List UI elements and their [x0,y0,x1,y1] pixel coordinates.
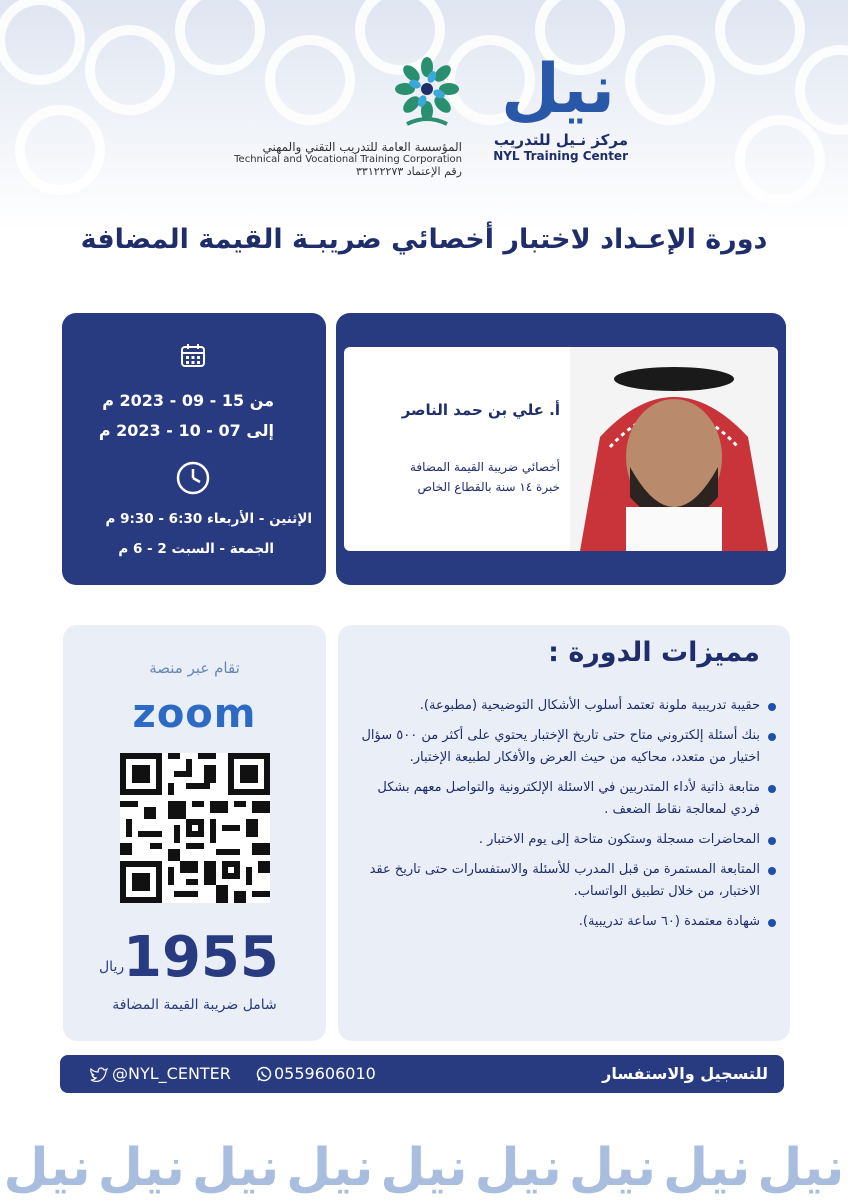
registration-label: للتسجيل والاستفسار [602,1064,768,1083]
tvtc-emblem-icon [392,54,462,134]
qr-code-icon[interactable] [120,753,270,903]
tvtc-accreditation: رقم الإعتماد ٣٣١٢٢٢٧٣ [356,165,462,178]
schedule-card [62,313,326,585]
phone-number[interactable]: 0559606010 [274,1064,376,1083]
instructor-photo [570,347,778,551]
logos-area [0,50,848,190]
nyl-name-en: NYL Training Center [493,149,628,163]
zoom-logo: zoom [132,691,257,737]
instructor-experience: خبرة ١٤ سنة بالقطاع الخاص [417,480,560,494]
price-note: شامل ضريبة القيمة المضافة [112,997,277,1013]
instructor-role: أخصائي ضريبة القيمة المضافة [409,460,560,474]
nyl-watermark: نيل [3,1138,91,1198]
features-list [356,695,776,941]
nyl-watermark: نيل [97,1138,185,1198]
price-currency: ريال [99,959,125,975]
nyl-watermark: نيل [663,1138,751,1198]
nyl-watermark: نيل [757,1138,845,1198]
instructor-description [410,457,560,497]
instructor-name: أ. علي بن حمد الناصر [401,401,560,419]
tvtc-name-ar: المؤسسة العامة للتدريب التقني والمهني [262,140,462,154]
instructor-panel [344,347,778,551]
instructor-card [336,313,786,585]
calendar-icon [180,343,206,369]
weekday-time: الإثنين - الأربعاء 6:30 - 9:30 م [105,511,312,527]
course-title: دورة الإعـداد لاختبار أخصائي ضريبـة القيمة المضافة [80,224,768,255]
nyl-name-ar: مركز نـيل للتدريب [493,131,628,149]
nyl-logo [488,50,628,163]
nyl-watermark: نيل [474,1138,562,1198]
platform-via: تقام عبر منصة [149,659,240,677]
feature-item: بنك أسئلة إلكتروني متاح حتى تاريخ الإختبار يحتوي على أكثر من ٥٠٠ سؤال اختيار من متعدد، محاكيه من حيث العرض والأفكار لطبيعة الإختبار. [356,725,776,769]
nyl-watermark: نيل [380,1138,468,1198]
nyl-logo-mark: نيل [501,50,615,129]
feature-item: متابعة ذاتية لأداء المتدربين في الاسئلة الإلكترونية والتواصل معهم بشكل فردي لمعالجة نقاط الضعف . [356,777,776,821]
nyl-watermark: نيل [286,1138,374,1198]
tvtc-logo [222,54,462,178]
feature-item: حقيبة تدريبية ملونة تعتمد أسلوب الأشكال التوضيحية (مطبوعة). [356,695,776,717]
price-amount: 1955 [123,925,279,990]
contact-bar [60,1055,784,1093]
nyl-watermark: نيل [568,1138,656,1198]
whatsapp-icon [256,1066,272,1082]
twitter-icon [90,1067,108,1082]
twitter-handle[interactable]: @NYL_CENTER [112,1064,231,1083]
tvtc-name-en: Technical and Vocational Training Corporation [234,154,462,165]
feature-item: المتابعة المستمرة من قبل المدرب للأسئلة والاستفسارات حتى تاريخ عقد الاختبار، من خلال تطبيق الواتساب. [356,859,776,903]
weekend-time: الجمعة - السبت 2 - 6 م [118,541,274,557]
nyl-watermark: نيل [191,1138,280,1198]
clock-icon [176,461,210,495]
feature-item: المحاضرات مسجلة وستكون متاحة إلى يوم الاختبار . [356,829,776,851]
start-date: من 15 - 09 - 2023 م [102,391,274,410]
platform-price-card [63,625,326,1041]
feature-item: شهادة معتمدة (٦٠ ساعة تدريبية). [356,911,776,933]
end-date: إلى 07 - 10 - 2023 م [98,421,274,440]
features-title: مميزات الدورة : [548,637,760,668]
features-card [338,625,790,1041]
bottom-logo-pattern [0,1138,848,1198]
